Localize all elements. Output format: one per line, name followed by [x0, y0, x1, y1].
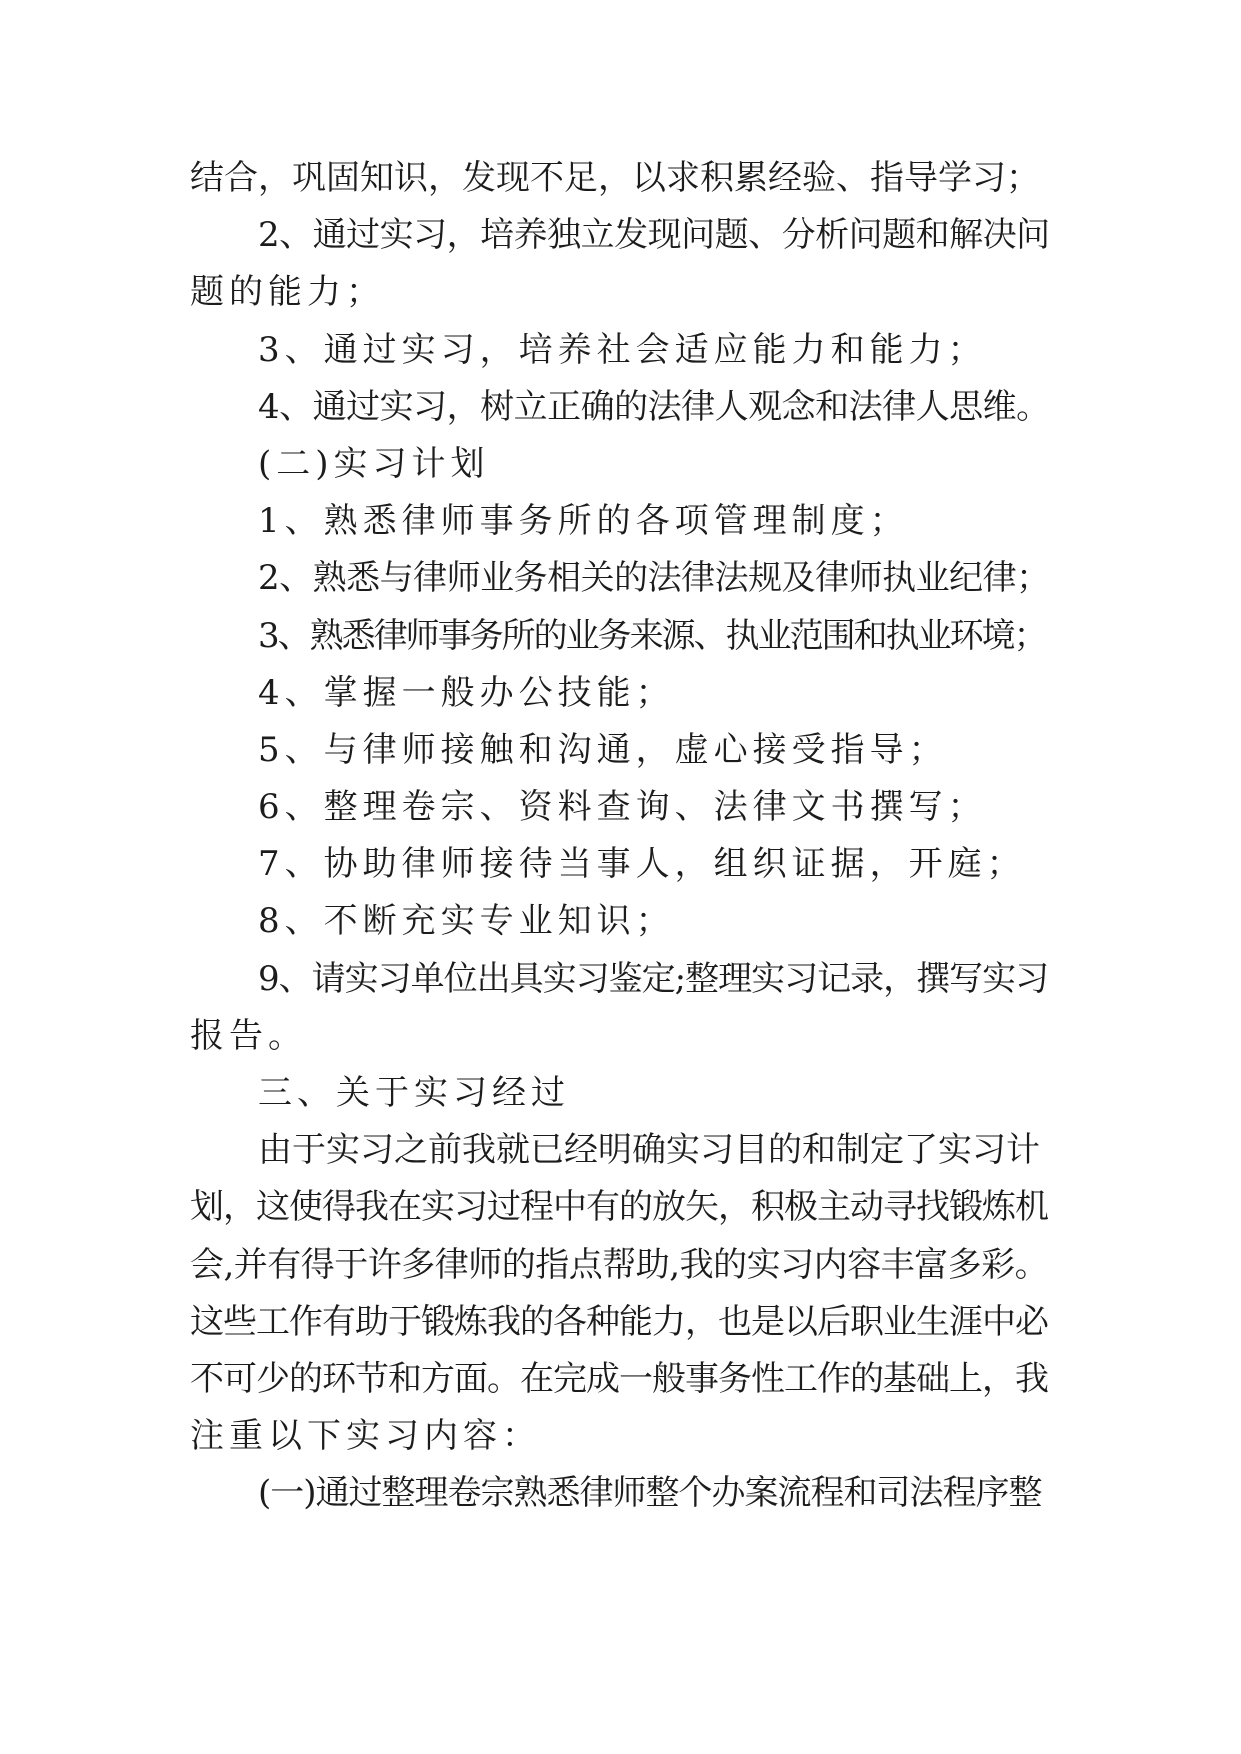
text-line: 4、通过实习，树立正确的法律人观念和法律人思维。	[258, 386, 1050, 427]
section-heading: (一)通过整理卷宗熟悉律师整个办案流程和司法程序整	[258, 1473, 1042, 1514]
text-line: 由于实习之前我就已经明确实习目的和制定了实习计	[258, 1130, 1040, 1171]
text-line: 报告。	[190, 1015, 307, 1056]
list-item: 4、掌握一般办公技能；	[258, 672, 675, 713]
text-line: 题的能力；	[190, 272, 385, 313]
section-heading: (二)实习计划	[258, 443, 490, 484]
text-line: 2、通过实习，培养独立发现问题、分析问题和解决问	[258, 215, 1050, 256]
list-item: 7、协助律师接待当事人，组织证据，开庭；	[258, 844, 1026, 885]
text-line: 不可少的环节和方面。在完成一般事务性工作的基础上，我	[190, 1358, 1048, 1399]
text-line: 会,并有得于许多律师的指点帮助,我的实习内容丰富多彩。	[190, 1244, 1049, 1285]
list-item: 8、不断充实专业知识；	[258, 901, 675, 942]
section-heading: 三、关于实习经过	[258, 1073, 570, 1113]
text-line: 注重以下实习内容：	[190, 1416, 541, 1457]
text-line: 划，这使得我在实习过程中有的放矢，积极主动寻找锻炼机	[190, 1187, 1048, 1228]
list-item: 9、请实习单位出具实习鉴定;整理实习记录，撰写实习	[258, 958, 1049, 999]
list-item: 2、熟悉与律师业务相关的法律法规及律师执业纪律；	[258, 558, 1050, 599]
list-item: 3、熟悉律师事务所的业务来源、执业范围和执业环境；	[258, 615, 1046, 656]
list-item: 5、与律师接触和沟通，虚心接受指导；	[258, 729, 948, 770]
list-item: 6、整理卷宗、资料查询、法律文书撰写；	[258, 787, 987, 828]
text-line: 这些工作有助于锻炼我的各种能力，也是以后职业生涯中必	[190, 1301, 1048, 1342]
list-item: 1、熟悉律师事务所的各项管理制度；	[258, 501, 909, 542]
document-body	[190, 150, 1050, 1523]
text-line: 3、通过实习，培养社会适应能力和能力；	[258, 329, 987, 370]
text-line: 结合，巩固知识，发现不足，以求积累经验、指导学习；	[190, 158, 1040, 198]
